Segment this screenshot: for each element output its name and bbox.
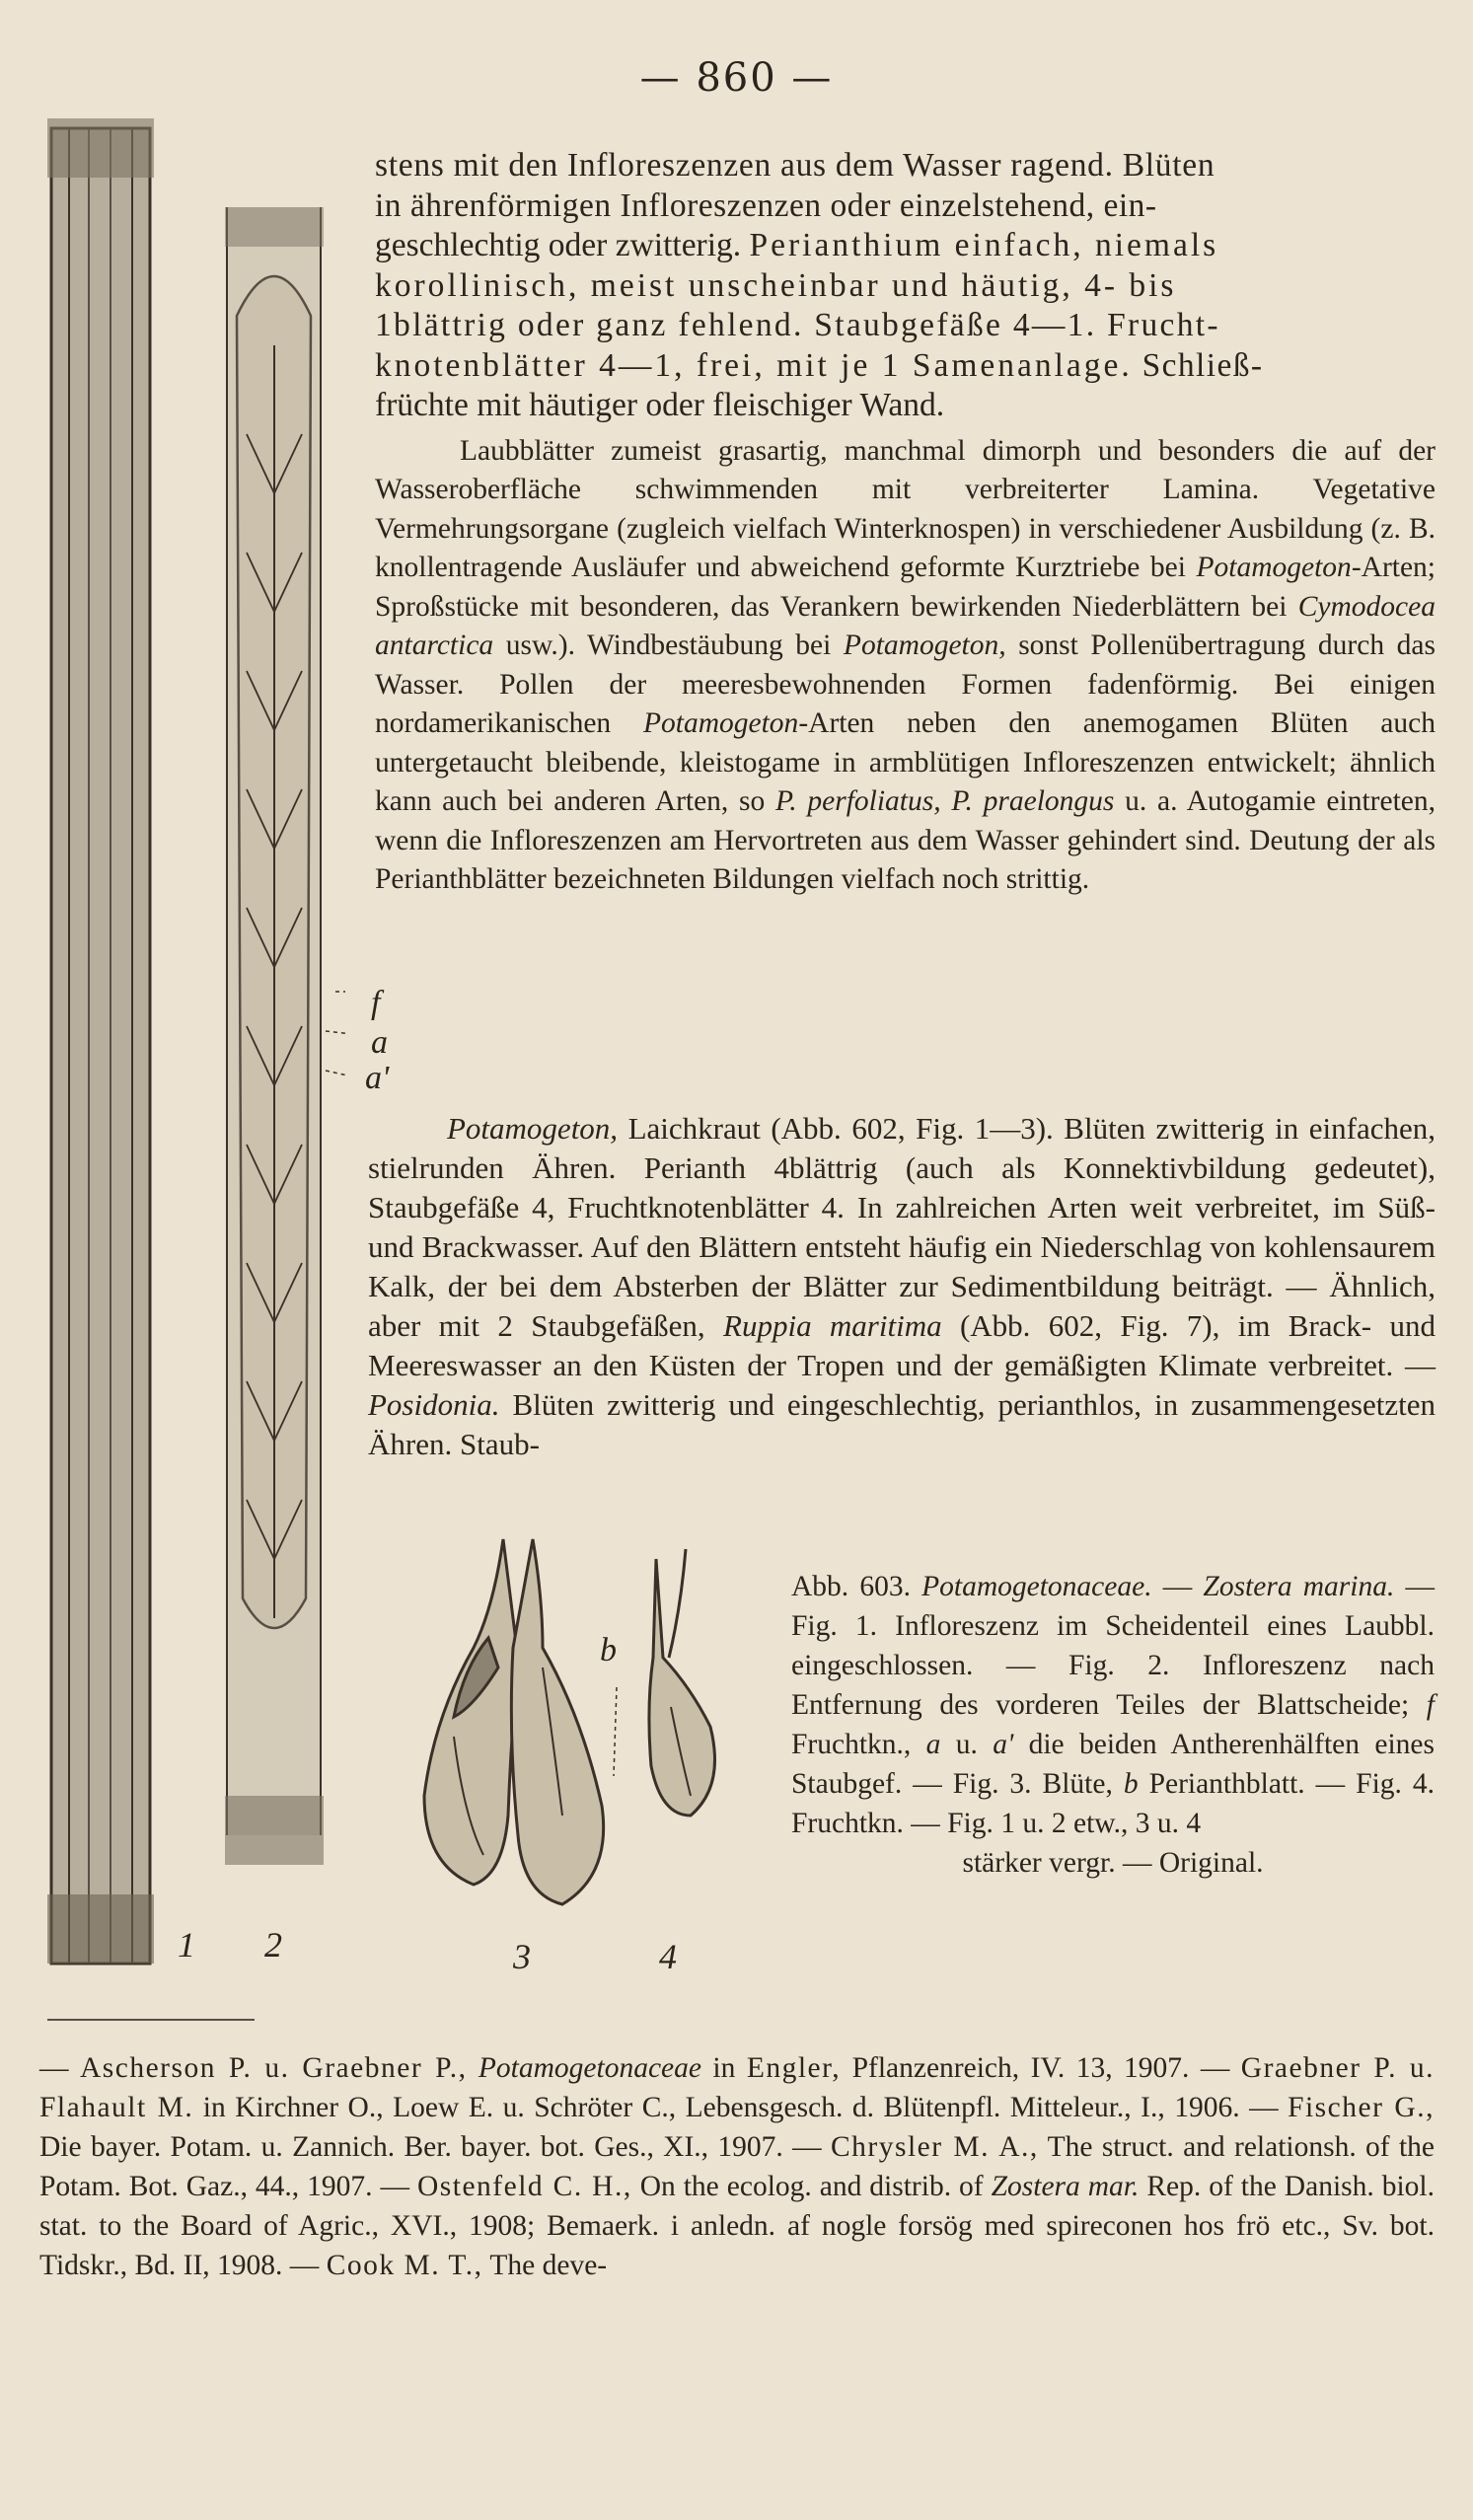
para1-line6: knotenblätter 4—1, frei, mit je 1 Samenanlage. Schließ- [375, 346, 1264, 384]
fig3-flower [424, 1539, 604, 1904]
annot-b: b [600, 1632, 617, 1668]
para1-line3: geschlechtig oder zwitterig. Perianthium einfach, niemals [375, 227, 1219, 263]
annot-f: f [371, 985, 381, 1021]
footnote-divider [47, 2019, 255, 2021]
para3: Potamogeton, Laichkraut (Abb. 602, Fig. 1—3). Blüten zwitterig in einfachen, stielrunden Ähren. Perianth 4blättrig (auch als Konnektivbildung gedeutet), Staubgefäße 4, Fruchtknotenblätter 4. In zahlreichen Arten weit verbreitet, im Süß- und Brackwasser. Auf den Blättern entsteht häufig ein Niederschlag von kohlensaurem Kalk, der bei dem Absterben der Blätter zur Sedimentbildung beiträgt. — Ähnlich, aber mit 2 Staubgefäßen, Ruppia maritima (Abb. 602, Fig. 7), im Brack- und Meereswasser an den Küsten der Tropen und der gemäßigten Klimate verbreitet. — Posidonia. Blüten zwitterig und eingeschlechtig, perianthlos, in zusammengesetzten Ähren. Staub- [368, 1111, 1436, 1461]
para2: Laubblätter zumeist grasartig, manchmal dimorph und besonders die auf der Wasseroberfläche schwimmenden mit verbreiterter Lamina. Vegetative Vermehrungsorgane (zugleich vielfach Winterknospen) in verschiedener Ausbildung (z. B. knollentragende Ausläufer und abweichend geformte Kurztriebe bei Potamogeton-Arten; Sproßstücke mit besonderen, das Verankern bewirkenden Niederblättern bei Cymodocea antarctica usw.). Windbestäubung bei Potamogeton, sonst Pollenübertragung durch das Wasser. Pollen der meeresbewohnenden Formen fadenförmig. Bei einigen nordamerikanischen Potamogeton-Arten neben den anemogamen Blüten auch untergetaucht bleibende, kleistogame in armblütigen Infloreszenzen entwickelt; ähnlich kann auch bei anderen Arten, so P. perfoliatus, P. praelongus u. a. Autogamie eintreten, wenn die Infloreszenzen am Hervortreten aus dem Wasser gehindert sind. Deutung der als Perianthblätter bezeichneten Bildungen vielfach noch strittig. [375, 434, 1436, 895]
fig-label-2: 2 [264, 1925, 282, 1964]
fig-label-3: 3 [513, 1937, 531, 1976]
para1-line1: stens mit den Infloreszenzen aus dem Wasser ragend. Blüten [375, 147, 1215, 184]
para1-line5: 1blättrig oder ganz fehlend. Staubgefäße 4—1. Frucht- [375, 307, 1220, 343]
annot-a-prime: a' [365, 1060, 390, 1096]
main-text [375, 146, 1436, 900]
fig2-spadix [225, 207, 324, 1865]
references: — Ascherson P. u. Graebner P., Potamogetonaceae in Engler, Pflanzenreich, IV. 13, 1907. — Graebner P. u. Flahault M. in Kirchner O., Loew E. u. Schröter C., Lebensgesch. d. Blütenpfl. Mitteleur., I., 1906. — Fischer G., Die bayer. Potam. u. Zannich. Ber. bayer. bot. Ges., XI., 1907. — Chrysler M. A., The struct. and relationsh. of the Potam. Bot. Gaz., 44., 1907. — Ostenfeld C. H., On the ecolog. and distrib. of Zostera mar. Rep. of the Danish. biol. stat. to the Board of Agric., XVI., 1908; Bemaerk. i anledn. af nogle forsög med spireconen hos frö etc., Sv. bot. Tidskr., Bd. II, 1908. — Cook M. T., The deve- [39, 2052, 1436, 2281]
caption-last-line: stärker vergr. — Original. [962, 1847, 1264, 1879]
flower-drawing [395, 1519, 779, 1983]
inflorescence-drawing [39, 118, 345, 1993]
fig-label-1: 1 [178, 1925, 195, 1964]
page-number: — 860 — [639, 55, 834, 101]
fig4-ovary [649, 1549, 715, 1816]
para1-line2: in ährenförmigen Infloreszenzen oder einzelstehend, ein- [375, 186, 1157, 224]
fig1-leaf-sheath [47, 118, 154, 1964]
figure-flower-details [395, 1519, 779, 1983]
annot-a: a [371, 1024, 388, 1061]
figure-zostera-inflorescence [39, 118, 345, 1993]
fig-label-4: 4 [659, 1937, 677, 1976]
para1-line7: früchte mit häutiger oder fleischiger Wand. [375, 387, 945, 423]
figure-caption: Abb. 603. Potamogetonaceae. — Zostera marina. — Fig. 1. Infloreszenz im Scheidenteil eines Laubbl. eingeschlossen. — Fig. 2. Infloreszenz nach Entfernung des vorderen Teiles der Blattscheide; f Fruchtkn., a u. a' die beiden Antherenhälften eines Staubgef. — Fig. 3. Blüte, b Perianthblatt. — Fig. 4. Fruchtkn. — Fig. 1 u. 2 etw., 3 u. 4 stärker vergr. — Original. [791, 1567, 1435, 1883]
para3-block [368, 1109, 1436, 1464]
para1-line4: korollinisch, meist unscheinbar und häutig, 4- bis [375, 266, 1177, 304]
